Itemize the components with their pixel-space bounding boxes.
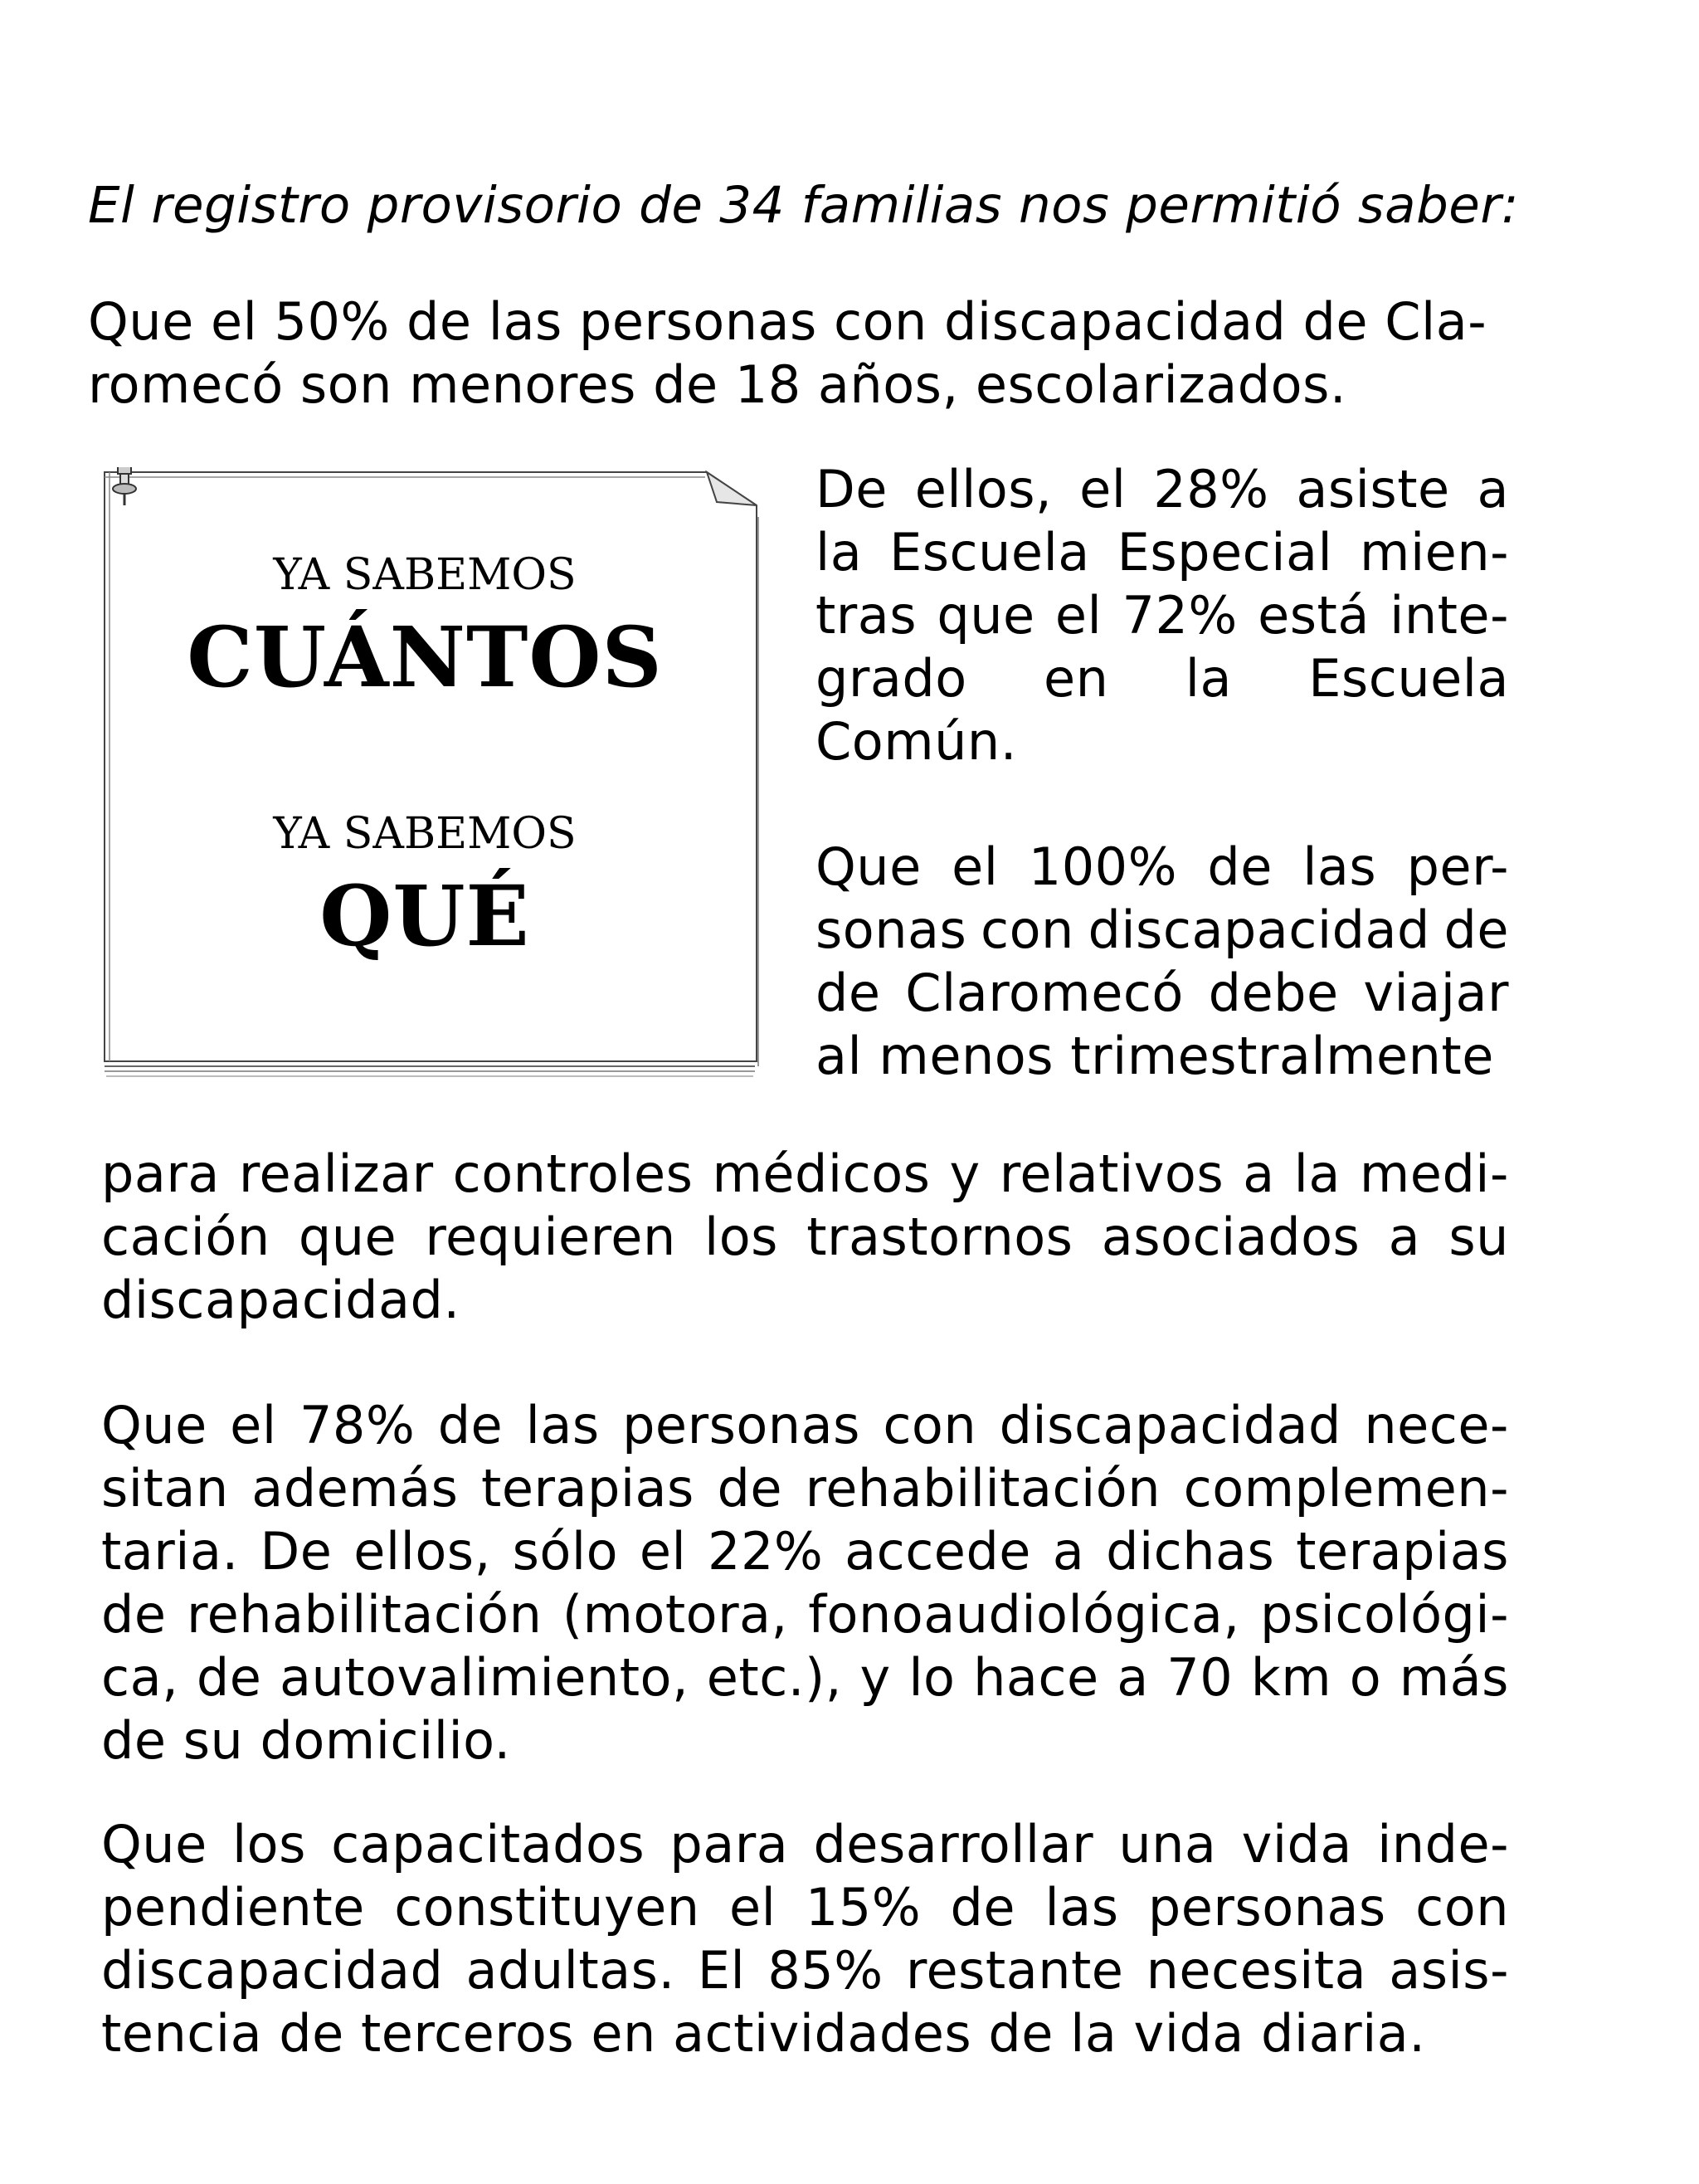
para2-line1-word: asiste [1296,459,1450,519]
para5-line2-word: constituyen [394,1877,700,1938]
para4-line3-word: a [1052,1521,1085,1582]
para3-line2-word: con [980,899,1074,960]
note-line-ya-sabemos-1: YA SABEMOS [273,550,577,600]
para5-line1-word: vida [1241,1814,1352,1874]
para5-line1-word: inde- [1377,1814,1509,1874]
para5-line2-word: de [950,1877,1016,1938]
para3-line3-word: Claromecó [905,963,1184,1023]
note-line-cuantos: CUÁNTOS [187,608,663,706]
para4-line5-word: y [859,1647,891,1708]
para4-line5-word: a [1117,1647,1149,1708]
para2-line1-word: 28% [1153,459,1269,519]
para5-line2-word: las [1044,1877,1119,1938]
para4-line1-word: el [230,1395,277,1455]
para3b-line2 [101,1206,1509,1269]
para4-line5-word: autovalimiento, [279,1647,689,1708]
para5-line2-word: personas [1147,1877,1386,1938]
para2-line2-word: Especial [1117,522,1333,583]
para4-line3-word: taria. [101,1521,239,1582]
para4-line3 [101,1520,1509,1583]
para3-line4: al menos trimestralmente [815,1026,1494,1086]
para3b-line2-word: su [1448,1207,1509,1267]
note-line-que: QUÉ [319,867,530,965]
para4-line2-word: rehabilitación [805,1458,1161,1519]
para3b-line2-word: que [298,1207,397,1267]
para2-line3-word: que [937,585,1035,646]
para5-line1-word: capacitados [331,1814,645,1874]
para1-line2: romecó son menores de 18 años, escolarizados. [88,354,1347,415]
para2-line2-word: Escuela [889,522,1090,583]
para4-line5-word: de [196,1647,262,1708]
note-line-ya-sabemos-2: YA SABEMOS [273,809,577,859]
para2-line5: Común. [815,711,1017,772]
para2-line3-word: 72% [1122,585,1238,646]
para5-line1-word: para [669,1814,789,1874]
para2-line4-word: en [1043,648,1109,709]
para3-line1-word: el [952,836,999,897]
para2-line1-word: ellos, [914,459,1053,519]
para2-line2 [815,521,1509,584]
para3b-line1-word: para [101,1143,220,1204]
para4-line1-word: Que [101,1395,207,1455]
para5-line2 [101,1876,1509,1939]
para3b-line2-word: cación [101,1207,270,1267]
para2-line1-word: a [1477,459,1509,519]
para4-line2-word: complemen- [1183,1458,1509,1519]
para4-line3-word: sólo [512,1521,619,1582]
para3-line2-word: sonas [815,899,967,960]
para4-line3-word: 22% [708,1521,824,1582]
para3-line1 [815,836,1509,899]
para4-line5 [101,1646,1509,1709]
para5-line1-word: desarrollar [813,1814,1094,1874]
para5-line3-word: necesita [1146,1940,1367,2001]
para4-line4-word: rehabilitación [186,1584,543,1645]
para5-line3 [101,1939,1509,2002]
para4-line1-word: con [883,1395,977,1455]
para4-line3-word: accede [845,1521,1031,1582]
para2-line3-word: está [1258,585,1370,646]
para2-line1 [815,458,1509,521]
para3b-line1-word: realizar [238,1143,434,1204]
para4-line6: de su domicilio. [101,1710,511,1771]
para4-line2-word: terapias [481,1458,694,1519]
para5-line1 [101,1813,1509,1876]
para4-line5-word: km [1250,1647,1332,1708]
para3-line1-word: de [1207,836,1273,897]
para4-line1-word: nece- [1364,1395,1509,1455]
para3b-line1 [101,1143,1509,1206]
para5-line3-word: restante [905,1940,1124,2001]
para5-line3-word: adultas. [465,1940,675,2001]
para4-line5-word: hace [973,1647,1099,1708]
para2-line4-word: Escuela [1308,648,1509,709]
para3-line3-word: debe [1208,963,1339,1023]
para3b-line1-word: medi- [1359,1143,1509,1204]
para3b-line1-word: y [949,1143,981,1204]
para3-line3-word: viajar [1363,963,1509,1023]
para3-line1-word: 100% [1028,836,1178,897]
para5-line1-word: los [231,1814,306,1874]
para5-line1-word: una [1118,1814,1217,1874]
para2-line3 [815,584,1509,647]
para4-line5-word: etc.), [706,1647,842,1708]
para4-line4-word: (motora, [562,1584,788,1645]
para3b-line2-word: a [1388,1207,1421,1267]
para2-line3-word: tras [815,585,918,646]
para4-line3-word: De [260,1521,333,1582]
para4-line1-word: de [437,1395,504,1455]
para4-line3-word: terapias [1296,1521,1509,1582]
para3b-line2-word: trastornos [806,1207,1073,1267]
para4-line5-word: 70 [1166,1647,1234,1708]
para4-line1-word: las [525,1395,600,1455]
para3b-line2-word: requieren [425,1207,676,1267]
para3b-line1-word: controles [452,1143,694,1204]
para4-line4-word: fonoaudiológica, [808,1584,1240,1645]
para3-line1-word: Que [815,836,922,897]
para4-line5-word: ca, [101,1647,179,1708]
para4-line1-word: personas [622,1395,860,1455]
intro-heading: El registro provisorio de 34 familias nos permitió saber: [88,176,1519,235]
para5-line3-word: El [697,1940,746,2001]
para2-line4-word: la [1185,648,1232,709]
para4-line4-word: de [101,1584,167,1645]
para2-line1-word: De [815,459,888,519]
para4-line2 [101,1457,1509,1520]
para3-line2 [815,899,1509,962]
para4-line3-word: el [639,1521,687,1582]
para2-line4-word: grado [815,648,967,709]
para3b-line2-word: los [704,1207,778,1267]
para2-line1-word: el [1079,459,1127,519]
para3-line3 [815,962,1509,1025]
para2-line2-word: la [815,522,863,583]
para4-line1 [101,1394,1509,1457]
para5-line2-word: 15% [805,1877,922,1938]
para3-line2-word: discapacidad [1088,899,1430,960]
para5-line2-word: con [1415,1877,1509,1938]
para3b-line3: discapacidad. [101,1270,460,1330]
para2-line2-word: mien- [1360,522,1509,583]
para4-line1-word: 78% [299,1395,416,1455]
para4-line3-word: ellos, [353,1521,491,1582]
para5-line3-word: 85% [767,1940,884,2001]
para4-line2-word: de [717,1458,782,1519]
para4-line5-word: más [1399,1647,1509,1708]
para2-line3-word: el [1054,585,1103,646]
para3b-line1-word: médicos [712,1143,931,1204]
para5-line2-word: pendiente [101,1877,365,1938]
para4-line1-word: discapacidad [999,1395,1341,1455]
para2-line4 [815,647,1509,710]
para4-line4 [101,1583,1509,1646]
para3b-line1-word: la [1293,1143,1341,1204]
para5-line1-word: Que [101,1814,207,1874]
para4-line2-word: sitan [101,1458,229,1519]
para3b-line2-word: asociados [1101,1207,1361,1267]
para5-line3-word: discapacidad [101,1940,444,2001]
para3-line1-word: las [1302,836,1377,897]
para4-line4-word: psicológi- [1259,1584,1509,1645]
para4-line5-word: o [1349,1647,1382,1708]
para3-line3-word: de [815,963,881,1023]
para3b-line1-word: a [1243,1143,1275,1204]
para5-line3-word: asis- [1389,1940,1509,2001]
para3-line1-word: per- [1406,836,1509,897]
para1-line1: Que el 50% de las personas con discapacidad de Cla- [88,291,1487,352]
para4-line2-word: además [251,1458,459,1519]
para5-line4: tencia de terceros en actividades de la vida diaria. [101,2003,1426,2064]
para4-line5-word: lo [908,1647,956,1708]
para4-line3-word: dichas [1106,1521,1275,1582]
para2-line3-word: inte- [1390,585,1509,646]
para5-line2-word: el [729,1877,776,1938]
para3-line2-word: de [1443,899,1509,960]
pinned-note [101,467,748,1065]
para3b-line1-word: relativos [999,1143,1224,1204]
